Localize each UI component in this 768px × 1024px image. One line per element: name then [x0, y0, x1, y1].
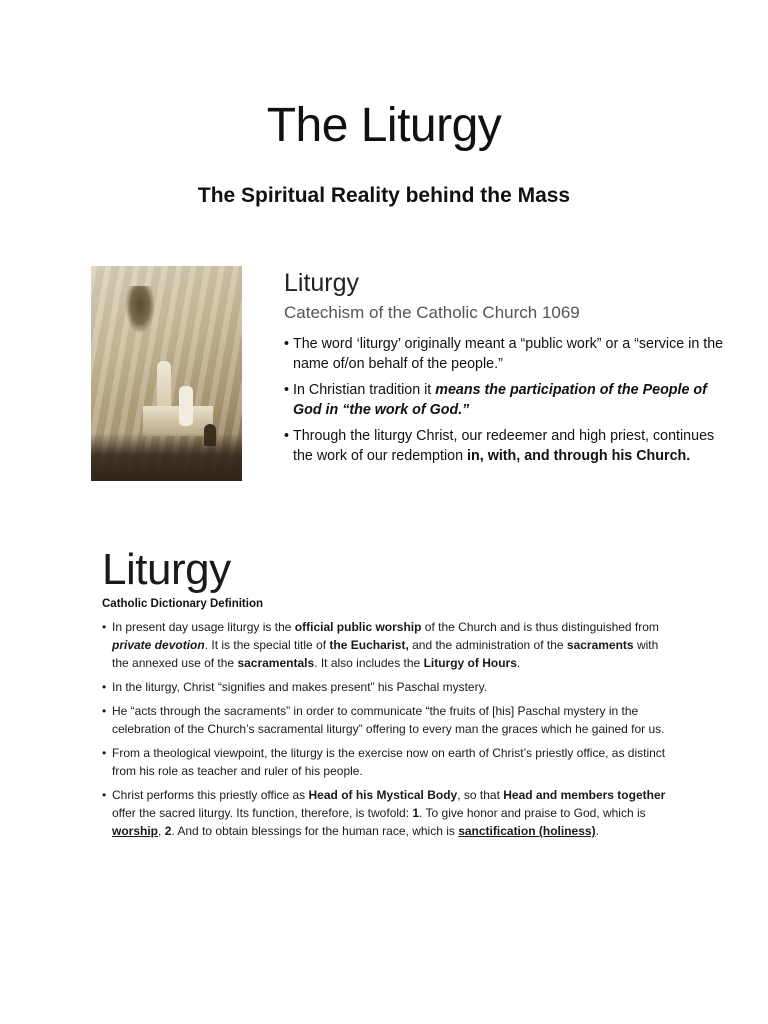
bullet-text: In Christian tradition it — [293, 382, 436, 398]
bullet-bold: the Eucharist, — [329, 638, 409, 652]
section-heading: Liturgy — [284, 269, 360, 297]
list-item — [102, 618, 667, 672]
bullet-text: . It is the special title of — [204, 638, 330, 652]
bullet-bold: Head and members together — [503, 788, 666, 802]
list-item — [284, 426, 734, 466]
angel-figure — [125, 286, 155, 334]
bullet-text: . And to obtain blessings for the human race, which is — [171, 824, 459, 838]
bullet-bold: official public worship — [294, 620, 422, 634]
congregation — [91, 433, 242, 481]
dictionary-bullet-list — [102, 618, 667, 840]
bullet-text: . — [595, 824, 599, 838]
bullet-emphasis: private devotion — [112, 638, 205, 652]
altar — [143, 406, 213, 436]
section-subheading: Catechism of the Catholic Church 1069 — [284, 303, 580, 322]
list-item — [102, 744, 667, 780]
section-heading: Liturgy — [102, 545, 231, 594]
list-item — [284, 334, 734, 374]
bullet-text: of the Church and is thus distinguished from — [421, 620, 659, 634]
bullet-text: The word ‘liturgy’ originally meant a “public work” or a “service in the name of/on behalf of the people.” — [293, 336, 724, 372]
bullet-text: In present day usage liturgy is the — [112, 620, 295, 634]
bullet-bold: 1 — [412, 806, 420, 820]
list-item — [284, 380, 734, 420]
list-item — [102, 786, 667, 840]
dictionary-section — [102, 544, 667, 846]
bullet-underlined: worship — [112, 824, 159, 838]
priest-figure — [179, 386, 193, 426]
bullet-bold: sacraments — [566, 638, 634, 652]
christ-figure — [157, 361, 171, 407]
bullet-text: . — [516, 656, 521, 670]
bullet-underlined: sanctification (holiness) — [458, 824, 596, 838]
bullet-bold: 2 — [164, 824, 172, 838]
bullet-text: , so that — [457, 788, 504, 802]
catechism-section — [284, 266, 734, 472]
bullet-text: . To give honor and praise to God, which is — [419, 806, 646, 820]
bullet-text: In the liturgy, Christ “signifies and makes present” his Paschal mystery. — [112, 680, 488, 694]
liturgy-engraving-image — [91, 266, 242, 481]
bullet-text: Through the liturgy Christ, our redeemer and high priest, continues the work of our redemption — [293, 428, 715, 464]
bullet-text: , — [158, 824, 165, 838]
bullet-bold: sacramentals — [237, 656, 315, 670]
page-subtitle: The Spiritual Reality behind the Mass — [197, 184, 571, 207]
catechism-bullet-list — [284, 334, 734, 466]
bullet-bold: Head of his Mystical Body — [308, 788, 458, 802]
list-item — [102, 702, 667, 738]
bullet-text: and the administration of the — [408, 638, 567, 652]
section-subheading: Catholic Dictionary Definition — [102, 598, 264, 610]
bullet-text: . It also includes the — [314, 656, 424, 670]
bullet-emphasis: in, with, and through his Church. — [467, 448, 691, 464]
bullet-text: Christ performs this priestly office as — [112, 788, 309, 802]
list-item — [102, 678, 667, 696]
bullet-text: He “acts through the sacraments” in order to communicate “the fruits of [his] Paschal mystery in the celebration of the Church’s sacramental liturgy” offering to every man the graces which he gained for us. — [112, 704, 665, 736]
bullet-emphasis: means the participation of the People of God in “the work of God.” — [293, 382, 707, 418]
page-title: The Liturgy — [266, 99, 502, 152]
bullet-text: with the annexed use of the — [112, 638, 659, 670]
bullet-bold: Liturgy of Hours — [423, 656, 517, 670]
bullet-text: From a theological viewpoint, the liturgy is the exercise now on earth of Christ’s priestly office, as distinct from his role as teacher and ruler of his people. — [112, 746, 666, 778]
bullet-text: offer the sacred liturgy. Its function, therefore, is twofold: — [112, 806, 413, 820]
